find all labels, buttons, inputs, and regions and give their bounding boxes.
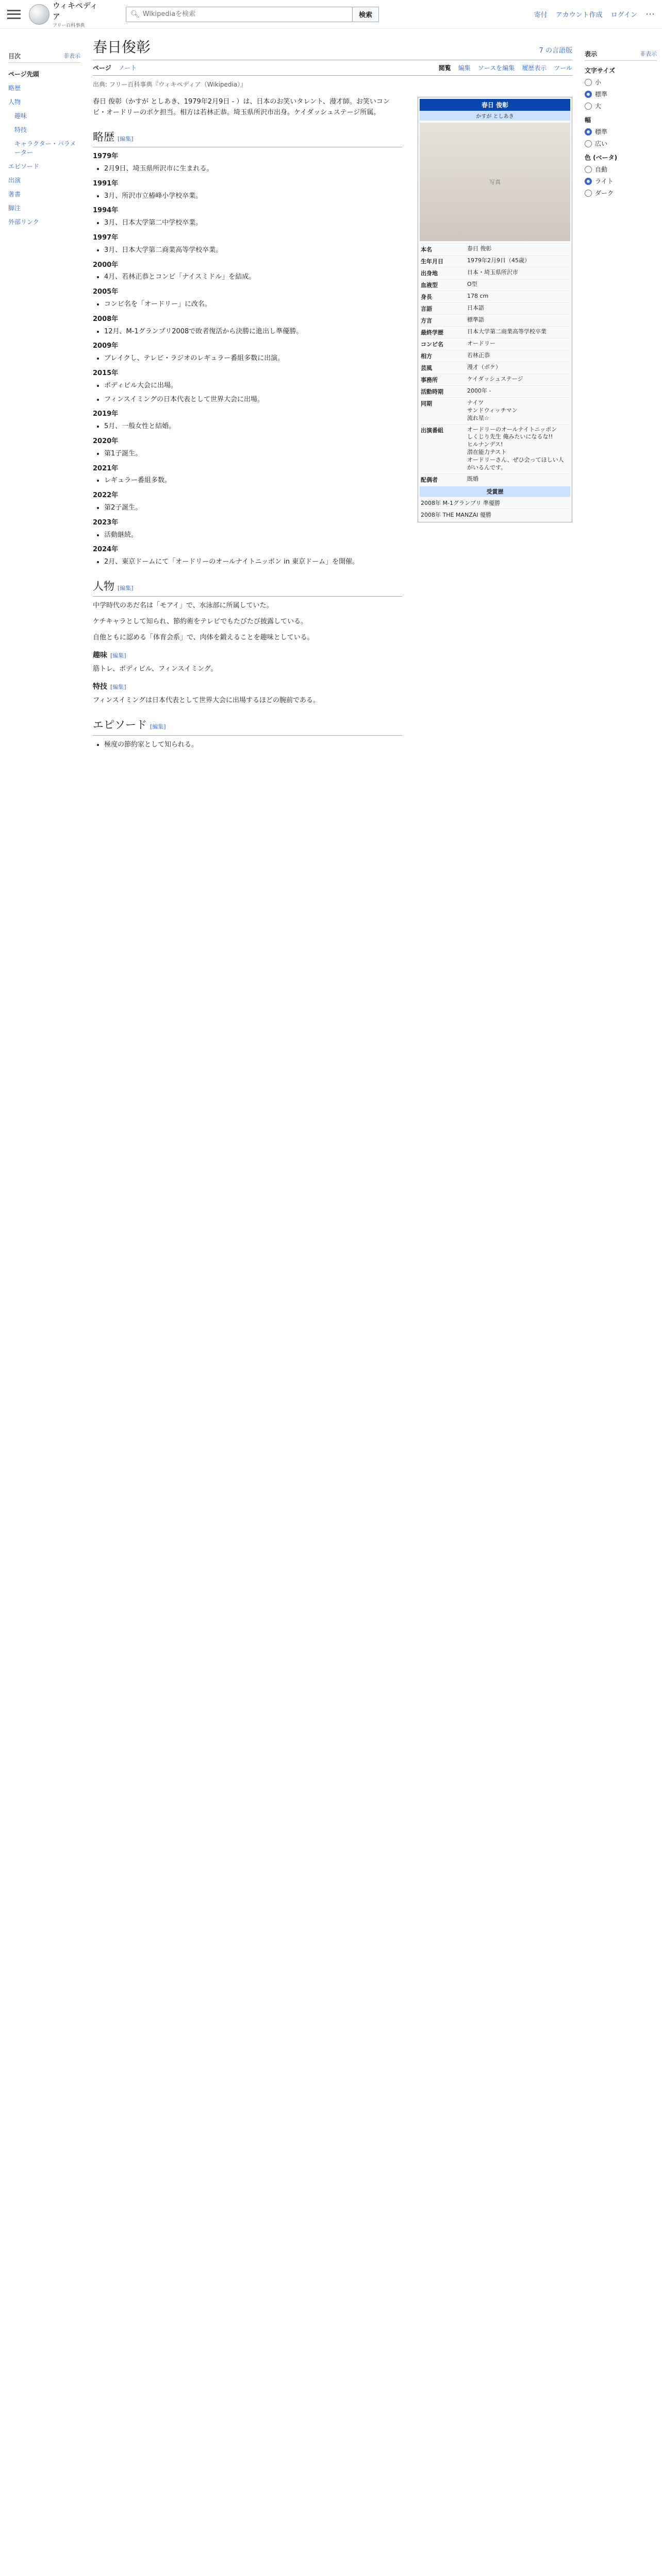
site-logo[interactable] <box>29 0 105 28</box>
infobox-value: 日本大学第二商業高等学校卒業 <box>467 328 547 335</box>
section-episode-heading: エピソード [編集] <box>93 717 402 736</box>
infobox-row <box>420 291 570 302</box>
history-year: 1997年 <box>93 233 119 242</box>
edit-section-link[interactable]: [編集] <box>118 584 134 591</box>
color-dark[interactable]: ダーク <box>585 189 657 197</box>
infobox-key: 最終学歴 <box>421 329 443 336</box>
site-title: ウィキペディア <box>52 1 98 21</box>
page-title: 春日俊彰 <box>93 39 151 56</box>
photo-caption: 写真 <box>489 179 501 185</box>
history-item: • 4月、若林正恭とコンビ「ナイスミドル」を結成。 <box>104 272 402 283</box>
section-person-heading: 人物 [編集] <box>93 578 402 597</box>
text-size-small[interactable]: 小 <box>585 78 657 87</box>
search-icon: 🔍︎ <box>130 10 140 19</box>
article-body <box>93 97 402 751</box>
edit-section-link[interactable]: [編集] <box>118 135 134 142</box>
history-item: • 3月、所沢市立椿峰小学校卒業。 <box>104 191 402 202</box>
paragraph: ケチキャラとして知られ、節約術をテレビでもたびたび披露している。 <box>93 618 308 626</box>
table-of-contents <box>8 52 80 229</box>
infobox-row <box>420 424 570 473</box>
tab-edit-source[interactable]: ソースを編集 <box>477 64 515 72</box>
infobox-title: 春日 俊彰 <box>420 99 570 111</box>
infobox-value: 178 cm <box>467 293 489 299</box>
infobox-value: 標準語 <box>467 316 484 323</box>
radio-selected-icon <box>585 178 592 185</box>
history-item: • フィンスイミングの日本代表として世界大会に出場。 <box>104 395 402 405</box>
infobox-key: 芸風 <box>421 365 432 371</box>
history-item: • ブレイクし、テレビ・ラジオのレギュラー番組多数に出演。 <box>104 353 402 364</box>
infobox-value: ヒルナンデス! <box>467 441 503 448</box>
infobox-row <box>420 397 570 424</box>
history-year: 2015年 <box>93 369 119 377</box>
toc-item[interactable]: 脚注 <box>8 205 21 212</box>
infobox-value: 日本語 <box>467 304 484 311</box>
radio-selected-icon <box>585 91 592 98</box>
width-standard[interactable]: 標準 <box>585 127 657 136</box>
toc-item[interactable]: 人物 <box>8 98 21 106</box>
infobox-row <box>420 326 570 338</box>
infobox-row <box>420 302 570 314</box>
radio-icon <box>585 166 592 173</box>
toc-item[interactable]: ページ先頭 <box>8 71 39 78</box>
main-menu-icon[interactable] <box>7 10 21 19</box>
tab-read[interactable]: 閲覧 <box>438 64 451 72</box>
radio-icon <box>585 79 592 86</box>
infobox-key: 出演番組 <box>421 427 443 434</box>
infobox-row <box>420 374 570 385</box>
infobox-row <box>420 314 570 326</box>
infobox-value: オードリー <box>467 340 495 347</box>
infobox-key: 出身地 <box>421 270 438 277</box>
infobox-row <box>420 255 570 267</box>
history-item: • 12月、M-1グランプリ2008で敗者復活から決勝に進出し準優勝。 <box>104 327 402 337</box>
text-size-label: 文字サイズ <box>585 67 616 74</box>
tab-edit[interactable]: 編集 <box>458 64 471 72</box>
radio-icon <box>585 140 592 147</box>
history-year: 2023年 <box>93 518 119 527</box>
login-link[interactable]: ログイン <box>610 11 637 19</box>
history-item: • ボディビル大会に出場。 <box>104 381 402 392</box>
infobox-row <box>420 267 570 279</box>
radio-selected-icon <box>585 128 592 135</box>
section-hobby-heading: 趣味 [編集] <box>93 651 126 659</box>
infobox-value: 既婚 <box>467 475 478 482</box>
toc-item[interactable]: キャラクター・パラメーター <box>14 140 76 156</box>
infobox-value: 2000年 - <box>467 387 491 394</box>
site-subtitle: フリー百科事典 <box>52 23 85 28</box>
wikipedia-globe-icon <box>29 4 49 25</box>
paragraph: 中学時代のあだ名は「モアイ」で、水泳部に所属していた。 <box>93 602 273 610</box>
infobox-value: ケイダッシュステージ <box>467 376 523 382</box>
history-year: 1979年 <box>93 152 119 161</box>
tab-page[interactable]: ページ <box>93 64 111 72</box>
infobox-value: O型 <box>467 281 477 287</box>
infobox-value: 春日 俊彰 <box>467 245 492 252</box>
appearance-panel <box>585 49 657 200</box>
infobox-award: 2008年 M-1グランプリ 準優勝 <box>420 497 570 509</box>
history-year: 2022年 <box>93 492 119 500</box>
history-year: 2008年 <box>93 315 119 323</box>
infobox-row <box>420 473 570 485</box>
infobox-row <box>420 279 570 291</box>
color-label: 色 (ベータ) <box>585 154 618 161</box>
infobox-value: サンドウィッチマン <box>467 406 518 414</box>
infobox-value: 若林正恭 <box>467 352 490 359</box>
infobox-key: 身長 <box>421 294 432 300</box>
history-item: • 5月、一般女性と結婚。 <box>104 421 402 432</box>
color-auto[interactable]: 自動 <box>585 165 657 174</box>
page-title-bar <box>93 29 572 60</box>
infobox <box>418 97 572 522</box>
donate-link[interactable]: 寄付 <box>534 11 548 19</box>
infobox-value: しくじり先生 俺みたいになるな!! <box>467 433 553 440</box>
infobox-row <box>420 243 570 255</box>
width-label: 幅 <box>585 116 591 124</box>
toc-item[interactable]: 略歴 <box>8 84 21 92</box>
history-item: • コンビ名を「オードリー」に改名。 <box>104 299 402 310</box>
toc-item[interactable]: 特技 <box>14 126 27 133</box>
infobox-key: 相方 <box>421 353 432 360</box>
color-light[interactable]: ライト <box>585 177 657 185</box>
infobox-value: ナイツ <box>467 399 484 406</box>
history-year: 2009年 <box>93 342 119 350</box>
paragraph: フィンスイミングは日本代表として世界大会に出場するほどの腕前である。 <box>93 697 320 705</box>
paragraph: 筋トレ、ボディビル、フィンスイミング。 <box>93 665 218 673</box>
infobox-kana: かすが としあき <box>420 111 570 121</box>
radio-icon <box>585 190 592 197</box>
infobox-row <box>420 338 570 350</box>
paragraph: 自他ともに認める「体育会系」で、肉体を鍛えることを趣味としている。 <box>93 634 314 642</box>
history-year: 2021年 <box>93 464 119 472</box>
infobox-key: 事務所 <box>421 377 438 383</box>
intro-paragraph: 春日 俊彰（かすが としあき、1979年2月9日 - ）は、日本のお笑いタレント、漫才師。お笑いコンビ・オードリーのボケ担当。相方は若林正恭。埼玉県所沢市出身。ケイダッシュステージ所属。 <box>93 98 390 116</box>
radio-icon <box>585 103 592 110</box>
infobox-key: 活動時期 <box>421 388 443 395</box>
history-item: • 第2子誕生。 <box>104 503 402 514</box>
infobox-key: コンビ名 <box>421 341 443 348</box>
main-content <box>93 29 572 754</box>
language-button[interactable]: 7 の言語版 <box>539 47 572 55</box>
infobox-award: 2008年 THE MANZAI 優勝 <box>420 509 570 520</box>
infobox-key: 血液型 <box>421 282 438 289</box>
infobox-key: 言語 <box>421 306 432 312</box>
history-item: • 2月、東京ドームにて「オードリーのオールナイトニッポン in 東京ドーム」を開催。 <box>104 557 402 568</box>
infobox-row <box>420 350 570 362</box>
infobox-key: 同期 <box>421 400 432 407</box>
history-item: • 活動継続。 <box>104 530 402 541</box>
infobox-value: 漫才（ボケ） <box>467 364 501 370</box>
infobox-value: オードリーのオールナイトニッポン <box>467 426 557 433</box>
tab-talk[interactable]: ノート <box>118 64 137 72</box>
search-button[interactable]: 検索 <box>353 7 379 22</box>
section-history-heading: 略歴 [編集] <box>93 129 402 148</box>
edit-section-link[interactable]: [編集] <box>110 652 126 659</box>
create-account-link[interactable]: アカウント作成 <box>555 11 603 19</box>
section-skill-heading: 特技 [編集] <box>93 683 126 691</box>
text-size-standard[interactable]: 標準 <box>585 90 657 98</box>
history-item: • 第1子誕生。 <box>104 449 402 460</box>
search-form <box>126 7 379 22</box>
top-header <box>0 0 662 29</box>
toc-item[interactable]: 出演 <box>8 177 21 184</box>
toc-item[interactable]: 外部リンク <box>8 218 39 226</box>
infobox-value: オードリーさん、ぜひ会ってほしい人がいるんです。 <box>467 456 564 471</box>
tab-tools[interactable]: ツール <box>554 64 572 72</box>
toc-heading: 目次 <box>8 53 21 60</box>
infobox-value: 日本・埼玉県所沢市 <box>467 269 518 276</box>
toc-item[interactable]: エピソード <box>8 163 40 170</box>
tab-history[interactable]: 履歴表示 <box>522 64 547 72</box>
history-item: • 3月、日本大学第二商業高等学校卒業。 <box>104 245 402 256</box>
text-size-large[interactable]: 大 <box>585 101 657 110</box>
history-year: 2019年 <box>93 410 119 418</box>
appearance-heading: 表示 <box>585 50 598 58</box>
history-year: 2024年 <box>93 546 119 554</box>
page-tabs <box>93 60 572 76</box>
more-options-icon[interactable]: ⋯ <box>646 9 655 20</box>
toc-item[interactable]: 著書 <box>8 191 21 198</box>
infobox-row <box>420 385 570 397</box>
infobox-row <box>420 362 570 374</box>
infobox-value: 1979年2月9日（45歳） <box>467 257 530 264</box>
history-year: 2020年 <box>93 437 119 445</box>
infobox-photo[interactable] <box>420 123 570 241</box>
infobox-key: 生年月日 <box>421 258 443 265</box>
history-year: 2005年 <box>93 288 119 296</box>
edit-section-link[interactable]: [編集] <box>110 684 126 691</box>
infobox-key: 方言 <box>421 317 432 324</box>
infobox-value: 流れ星☆ <box>467 414 489 421</box>
edit-section-link[interactable]: [編集] <box>150 723 166 731</box>
user-links <box>534 9 655 20</box>
toc-item[interactable]: 趣味 <box>14 112 27 120</box>
infobox-awards-heading: 受賞歴 <box>420 486 570 497</box>
search-input[interactable] <box>143 10 348 18</box>
width-wide[interactable]: 広い <box>585 139 657 148</box>
list-item: • 極度の節約家として知られる。 <box>104 740 402 751</box>
history-year: 2000年 <box>93 261 119 269</box>
history-item: • 3月、日本大学第二中学校卒業。 <box>104 218 402 229</box>
appearance-hide-button[interactable]: 非表示 <box>640 50 657 57</box>
history-item: • レギュラー番組多数。 <box>104 476 402 486</box>
infobox-value: 潜在能力テスト <box>467 449 507 456</box>
infobox-key: 本名 <box>421 246 432 253</box>
history-year: 1994年 <box>93 207 119 215</box>
history-item: • 2月9日、埼玉県所沢市に生まれる。 <box>104 164 402 175</box>
infobox-key: 配偶者 <box>421 476 438 483</box>
toc-hide-button[interactable]: 非表示 <box>63 53 80 59</box>
source-note: 出典: フリー百科事典『ウィキペディア（Wikipedia）』 <box>93 81 247 88</box>
search-box <box>126 7 353 22</box>
history-year: 1991年 <box>93 179 119 188</box>
